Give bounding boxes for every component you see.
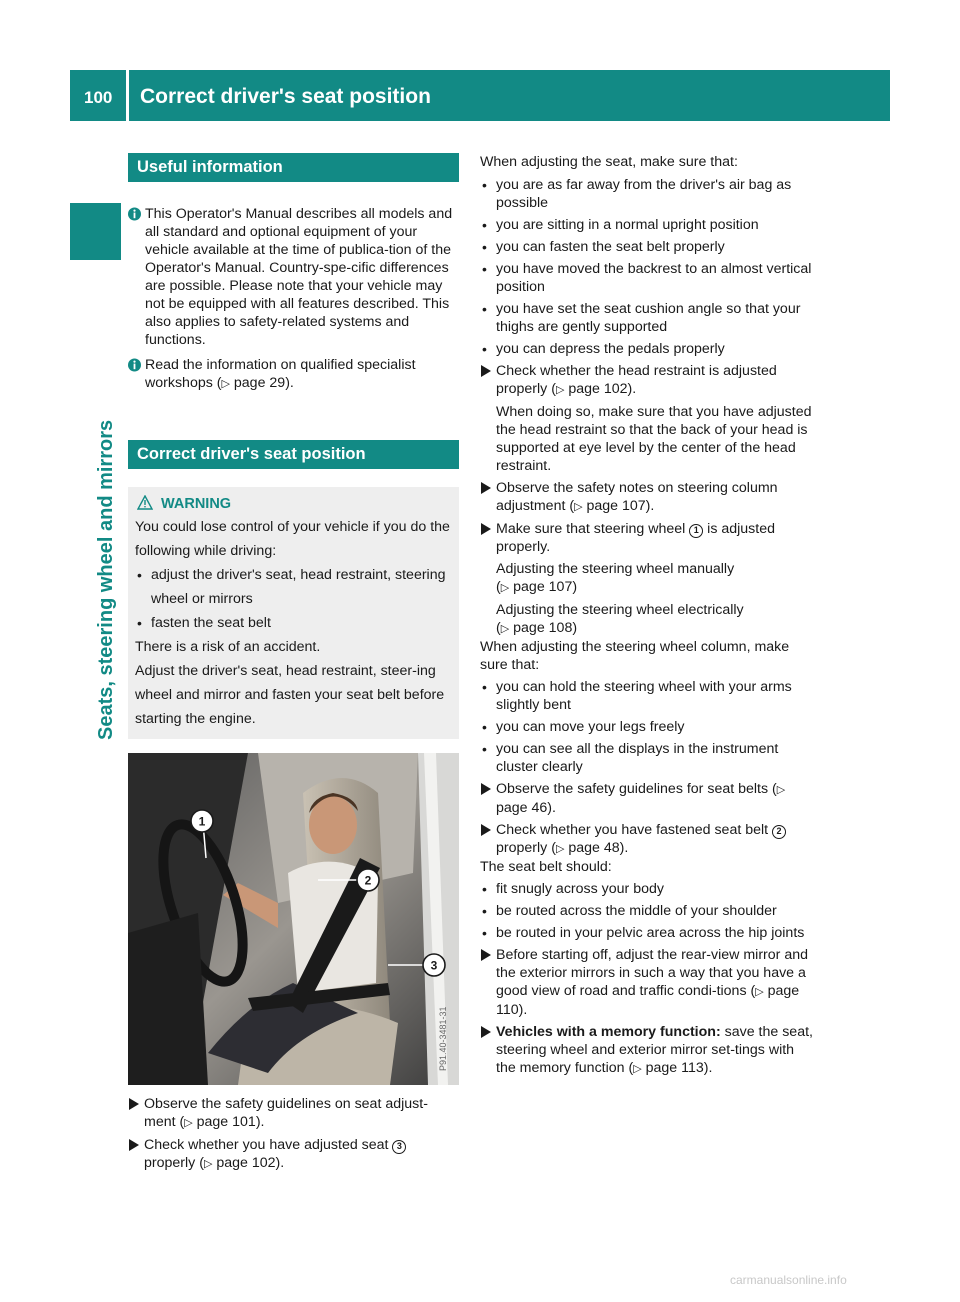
- steering-manual-ref: Adjusting the steering wheel manually (▷ page 107): [496, 561, 735, 595]
- page-ref-link[interactable]: page 46).: [496, 800, 556, 816]
- step-arrow-icon: [481, 824, 491, 836]
- step-arrow-icon: [129, 1139, 139, 1151]
- seat-bullet: • you are as far away from the driver's air bag as possible: [480, 176, 815, 212]
- step-head-restraint: Check whether the head restraint is adjusted properly (▷ page 102).: [480, 362, 815, 399]
- belt-bullet: • be routed in your pelvic area across the hip joints: [480, 924, 815, 942]
- warning-bullet: • fasten the seat belt: [135, 611, 450, 635]
- page-ref-link[interactable]: page 108): [513, 620, 578, 636]
- callout-2-ref: 2: [772, 825, 786, 839]
- steering-electric-ref: Adjusting the steering wheel electrically (▷ page 108): [496, 602, 744, 636]
- warning-box: [128, 487, 459, 739]
- callout-1: 1: [198, 814, 206, 829]
- seat-bullet: • you have set the seat cushion angle so that your thighs are gently supported: [480, 300, 815, 336]
- step-seat-guidelines: Observe the safety guidelines on seat adjust-ment (▷ page 101).: [128, 1095, 459, 1132]
- step-memory: Vehicles with a memory function: save the seat, steering wheel and exterior mirror set-tings with the memory function (▷ page 113).: [480, 1023, 815, 1078]
- step-steering-wheel: Make sure that steering wheel 1 is adjusted properly.: [480, 520, 815, 556]
- belt-bullet: • fit snugly across your body: [480, 880, 815, 898]
- warning-bullet: • adjust the driver's seat, head restraint, steering wheel or mirrors: [135, 563, 450, 611]
- page-ref-link[interactable]: page 110).: [496, 983, 800, 1018]
- page-ref-link[interactable]: page 102).: [568, 381, 637, 397]
- callout-2: 2: [364, 873, 372, 888]
- page-ref-arrow-icon: ▷: [221, 378, 230, 390]
- warning-triangle-icon: [137, 495, 153, 517]
- column-bullet: • you can hold the steering wheel with your arms slightly bent: [480, 678, 815, 714]
- column-bullet: • you can move your legs freely: [480, 718, 815, 736]
- page-ref-link[interactable]: page 102).: [216, 1155, 285, 1171]
- useful-info-heading: Useful information: [128, 153, 459, 182]
- page-title: Correct driver's seat position: [140, 85, 431, 108]
- warning-heading: WARNING: [135, 493, 450, 515]
- page-ref-arrow-icon: ▷: [574, 501, 583, 513]
- step-arrow-icon: [129, 1098, 139, 1110]
- step-arrow-icon: [481, 482, 491, 494]
- step-steering-column: Observe the safety notes on steering column adjustment (▷ page 107).: [480, 479, 815, 516]
- page-ref-arrow-icon: ▷: [633, 1063, 642, 1075]
- callout-1-ref: 1: [689, 524, 703, 538]
- callout-3-ref: 3: [392, 1140, 406, 1154]
- site-watermark: carmanualsonline.info: [730, 1273, 847, 1287]
- step-belt-guidelines: Observe the safety guidelines for seat belts (▷ page 46).: [480, 780, 815, 817]
- callout-3: 3: [430, 958, 438, 973]
- right-column: [480, 153, 815, 1078]
- page-ref-link[interactable]: page 48).: [568, 840, 629, 856]
- info-icon: [128, 207, 141, 221]
- page-ref-link[interactable]: page 101).: [196, 1114, 265, 1130]
- belt-intro: The seat belt should:: [480, 859, 612, 875]
- page-ref-arrow-icon: ▷: [203, 1158, 213, 1170]
- header-divider: [126, 70, 129, 121]
- page-number: 100: [84, 88, 113, 107]
- page-ref-arrow-icon: ▷: [776, 784, 786, 796]
- step-arrow-icon: [481, 1026, 491, 1038]
- belt-bullet: • be routed across the middle of your shoulder: [480, 902, 815, 920]
- page-ref-link[interactable]: page 107).: [586, 498, 655, 514]
- step-arrow-icon: [481, 365, 491, 377]
- chapter-tab: [70, 203, 121, 260]
- left-column: [128, 153, 459, 1173]
- info-note-1: This Operator's Manual describes all models and all standard and optional equipment of your vehicle available at the time of publica-tion of the Operator's Manual. Country-spe-cific differences are possible. Please note that your vehicle may not be equipped with all features described. This also applies to safety-related systems and functions.: [128, 205, 459, 349]
- page-ref-link[interactable]: page 113).: [645, 1060, 713, 1076]
- seat-intro: When adjusting the seat, make sure that:: [480, 154, 738, 170]
- head-restraint-note: When doing so, make sure that you have adjusted the head restraint so that the back of your head is supported at eye level by the center of the head restraint.: [496, 404, 812, 474]
- info-note-2: Read the information on qualified specialist workshops (▷ page 29).: [128, 356, 459, 393]
- page-ref-arrow-icon: ▷: [500, 582, 510, 594]
- step-arrow-icon: [481, 783, 491, 795]
- page-ref-link[interactable]: page 29).: [233, 375, 294, 391]
- seat-bullet: • you are sitting in a normal upright position: [480, 216, 815, 234]
- column-intro: When adjusting the steering wheel column, make sure that:: [480, 639, 790, 673]
- page-ref-arrow-icon: ▷: [555, 843, 565, 855]
- warning-intro: You could lose control of your vehicle if you do the following while driving:: [135, 519, 450, 559]
- driver-seat-photo: [128, 753, 459, 1085]
- step-check-belt: Check whether you have fastened seat belt 2 properly (▷ page 48).: [480, 821, 815, 858]
- seat-bullet: • you have moved the backrest to an almost vertical position: [480, 260, 815, 296]
- page-ref-link[interactable]: page 107): [513, 579, 578, 595]
- warning-risk: There is a risk of an accident.: [135, 639, 321, 655]
- page-ref-arrow-icon: ▷: [184, 1117, 193, 1129]
- page-ref-arrow-icon: ▷: [755, 986, 764, 998]
- step-arrow-icon: [481, 523, 491, 535]
- page-ref-arrow-icon: ▷: [555, 384, 565, 396]
- chapter-label-wrap: [70, 280, 121, 750]
- step-arrow-icon: [481, 949, 491, 961]
- seat-position-heading: Correct driver's seat position: [128, 440, 459, 469]
- driver-seat-illustration: [128, 753, 459, 1085]
- step-mirrors: Before starting off, adjust the rear-view mirror and the exterior mirrors in such a way that you have a good view of road and traffic condi-tions (▷ page 110).: [480, 946, 815, 1019]
- info-icon: [128, 358, 141, 372]
- column-bullet: • you can see all the displays in the instrument cluster clearly: [480, 740, 815, 776]
- figure-code: P91.40-3481-31: [438, 1006, 448, 1071]
- seat-bullet: • you can depress the pedals properly: [480, 340, 815, 358]
- step-check-seat: Check whether you have adjusted seat 3 properly (▷ page 102).: [128, 1136, 459, 1173]
- seat-bullet: • you can fasten the seat belt properly: [480, 238, 815, 256]
- chapter-label: Seats, steering wheel and mirrors: [95, 419, 117, 740]
- warning-advice: Adjust the driver's seat, head restraint, steer-ing wheel and mirror and fasten your seat belt before starting the engine.: [135, 663, 445, 727]
- page-ref-arrow-icon: ▷: [500, 623, 510, 635]
